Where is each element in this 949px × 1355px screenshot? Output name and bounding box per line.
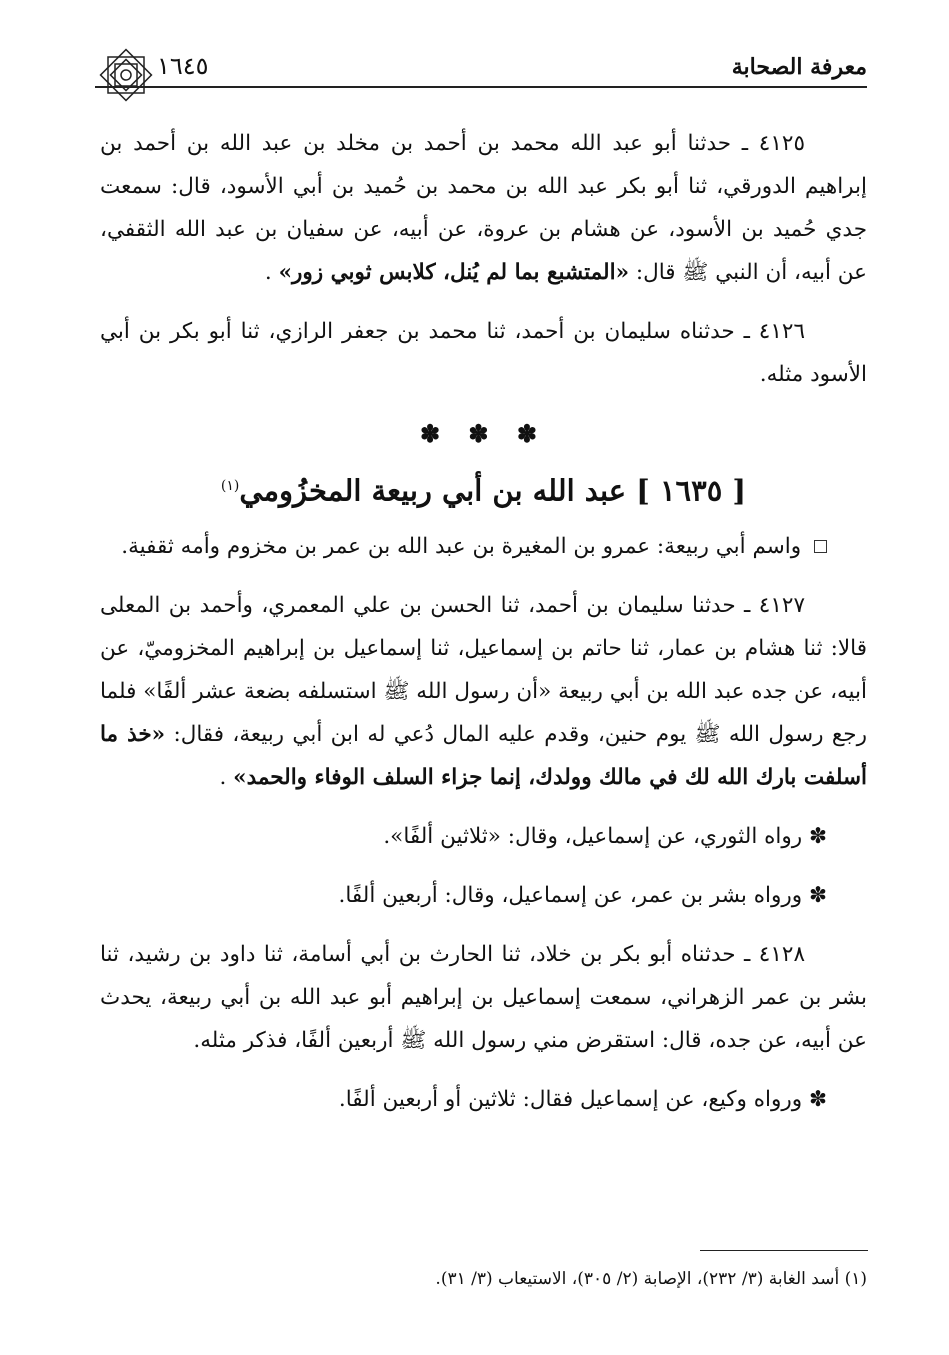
hadith-4126: ٤١٢٦ ـ حدثناه سليمان بن أحمد، ثنا محمد بن جعفر الرازي، ثنا أبو بكر بن أبي الأسود مثله.	[100, 319, 867, 387]
hadith-4127-quote: «خذ ما أسلفت بارك الله لك في مالك وولدك، إنما جزاء السلف الوفاء والحمد»	[100, 721, 867, 790]
page-header	[95, 40, 867, 88]
riwaya-bishr: ✽ ورواه بشر بن عمر، عن إسماعيل، وقال: أربعين ألفًا.	[338, 882, 827, 908]
page-number: ١٦٤٥	[157, 52, 209, 80]
square-bullet-icon	[814, 540, 827, 553]
body-text	[100, 122, 867, 1137]
octagram-ornament-icon	[95, 44, 157, 106]
intro-note	[100, 525, 867, 568]
section-heading	[100, 465, 867, 513]
book-title: معرفة الصحابة	[731, 54, 867, 80]
intro-text: واسم أبي ربيعة: عمرو بن المغيرة بن عبد الله بن عمر بن مخزوم وأمه ثقفية.	[121, 533, 802, 559]
hadith-4127-end: .	[219, 764, 227, 790]
footnote: (١) أسد الغابة (٣/ ٢٣٢)، الإصابة (٢/ ٣٠٥)، الاستيعاب (٣/ ٣١).	[435, 1269, 867, 1289]
hadith-4127-text: ٤١٢٧ ـ حدثنا سليمان بن أحمد، ثنا الحسن بن علي المعمري، وأحمد بن المعلى قالا: ثنا هشام بن عمار، ثنا حاتم بن إسماعيل، ثنا إسماعيل بن إبراهيم المخزوميّ، عن أبيه، عن جده عبد الله بن أبي ربيعة «أن رسول الله ﷺ استسلفه بضعة عشر ألفًا» فلما رجع رسول الله ﷺ يوم حنين، وقدم عليه المال دُعي له ابن أبي ربيعة، فقال:	[100, 592, 867, 747]
hadith-4125-quote: «المتشبع بما لم يُنل، كلابس ثوبي زور»	[278, 260, 630, 285]
hadith-4125-text: ٤١٢٥ ـ حدثنا أبو عبد الله محمد بن أحمد بن مخلد بن عبد الله بن أحمد بن إبراهيم الدورقي، ثنا أبو بكر عبد الله بن محمد بن حُميد بن أبي الأسود، قال: سمعت جدي حُميد بن الأسود، عن هشام بن عروة، عن أبيه، عن سفيان بن عبد الله الثقفي، عن أبيه، أن النبي ﷺ قال:	[100, 131, 867, 285]
hadith-4128: ٤١٢٨ ـ حدثناه أبو بكر بن خلاد، ثنا الحارث بن أبي أسامة، ثنا داود بن رشيد، ثنا بشر بن عمر الزهراني، سمعت إسماعيل بن إبراهيم أبو عبد الله بن أبي ربيعة، يحدث عن أبيه، عن جده، قال: استقرض مني رسول الله ﷺ أربعين ألفًا، فذكر مثله.	[100, 941, 867, 1053]
riwaya-waki: ✽ ورواه وكيع، عن إسماعيل فقال: ثلاثين أو أربعين ألفًا.	[338, 1086, 827, 1112]
section-separator: ✽ ✽ ✽	[419, 419, 548, 448]
section-heading-text: [ ١٦٣٥ ] عبد الله بن أبي ربيعة المخزُومي	[239, 473, 747, 508]
riwaya-thawri: ✽ رواه الثوري، عن إسماعيل، وقال: «ثلاثين ألفًا».	[383, 823, 827, 849]
hadith-4125	[100, 122, 867, 294]
heading-footnote-ref: (١)	[220, 478, 240, 494]
hadith-4125-end: .	[264, 260, 272, 285]
hadith-4127	[100, 584, 867, 799]
footnote-separator	[700, 1250, 868, 1251]
